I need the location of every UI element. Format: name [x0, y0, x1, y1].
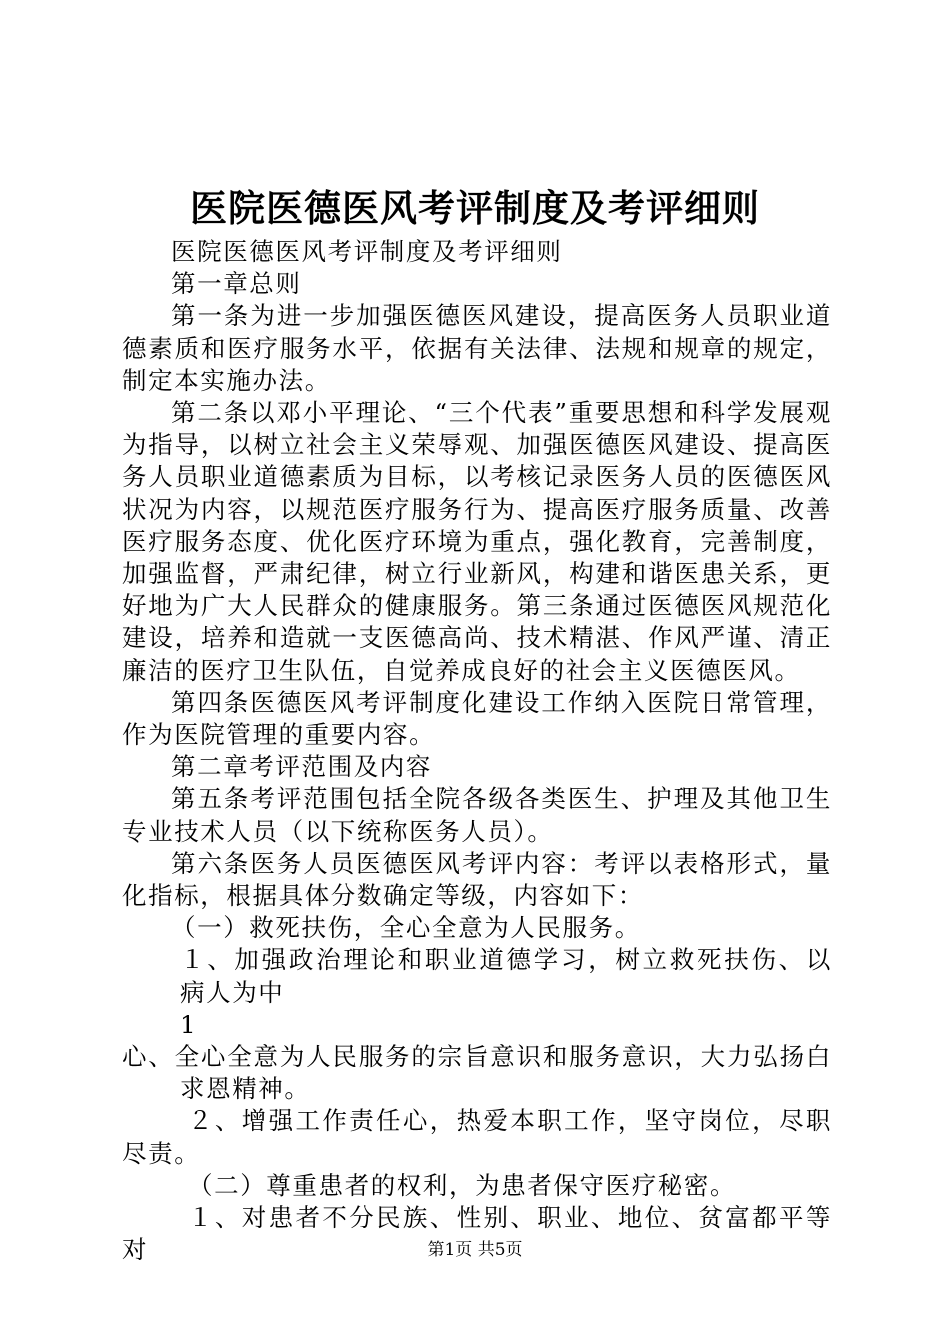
paragraph: １、加强政治理论和职业道德学习，树立救死扶伤、以病人为中 [180, 945, 832, 1007]
chapter-heading: 第二章考评范围及内容 [171, 752, 432, 782]
document-title: 医院医德医风考评制度及考评细则 [190, 186, 760, 230]
page-footer: 第1页 共5页 [427, 1240, 523, 1260]
paragraph: （一）救死扶伤，全心全意为人民服务。 [171, 913, 641, 943]
document-body [122, 236, 832, 1267]
paragraph: 第一条为进一步加强医德医风建设，提高医务人员职业道德素质和医疗服务水平，依据有关法律、法规和规章的规定，制定本实施办法。 [122, 301, 832, 395]
paragraph: ２、增强工作责任心，热爱本职工作，坚守岗位，尽职尽责。 [122, 1106, 832, 1168]
paragraph: 心、全心全意为人民服务的宗旨意识和服务意识，大力弘扬白求恩精神。 [122, 1042, 832, 1104]
paragraph: 第五条考评范围包括全院各级各类医生、护理及其他卫生专业技术人员（以下统称医务人员）。 [122, 784, 832, 846]
paragraph: 第四条医德医风考评制度化建设工作纳入医院日常管理，作为医院管理的重要内容。 [122, 687, 832, 750]
paragraph: 医院医德医风考评制度及考评细则 [171, 237, 563, 266]
paragraph: 第二条以邓小平理论、“三个代表”重要思想和科学发展观为指导，以树立社会主义荣辱观、加强医德医风建设、提高医务人员职业道德素质为目标，以考核记录医务人员的医德医风状况为内容，以规范医疗服务行为、提高医疗服务质量、改善医疗服务态度、优化医疗环境为重点，强化教育，完善制度，加强监督，严肃纪律，树立行业新风，构建和谐医患关系，更好地为广大人民群众的健康服务。第三条通过医德医风规范化建设，培养和造就一支医德高尚、技术精湛、作风严谨、清正廉洁的医疗卫生队伍，自觉养成良好的社会主义医德医风。 [122, 398, 832, 685]
paragraph: １、对患者不分民族、性别、职业、地位、贫富都平等对 [122, 1203, 832, 1265]
page-break-number: 1 [180, 1009, 198, 1039]
chapter-heading: 第一章总则 [171, 269, 302, 299]
paragraph: 第六条医务人员医德医风考评内容：考评以表格形式，量化指标，根据具体分数确定等级，内容如下： [122, 848, 832, 911]
paragraph: （二）尊重患者的权利，为患者保守医疗秘密。 [188, 1170, 737, 1200]
